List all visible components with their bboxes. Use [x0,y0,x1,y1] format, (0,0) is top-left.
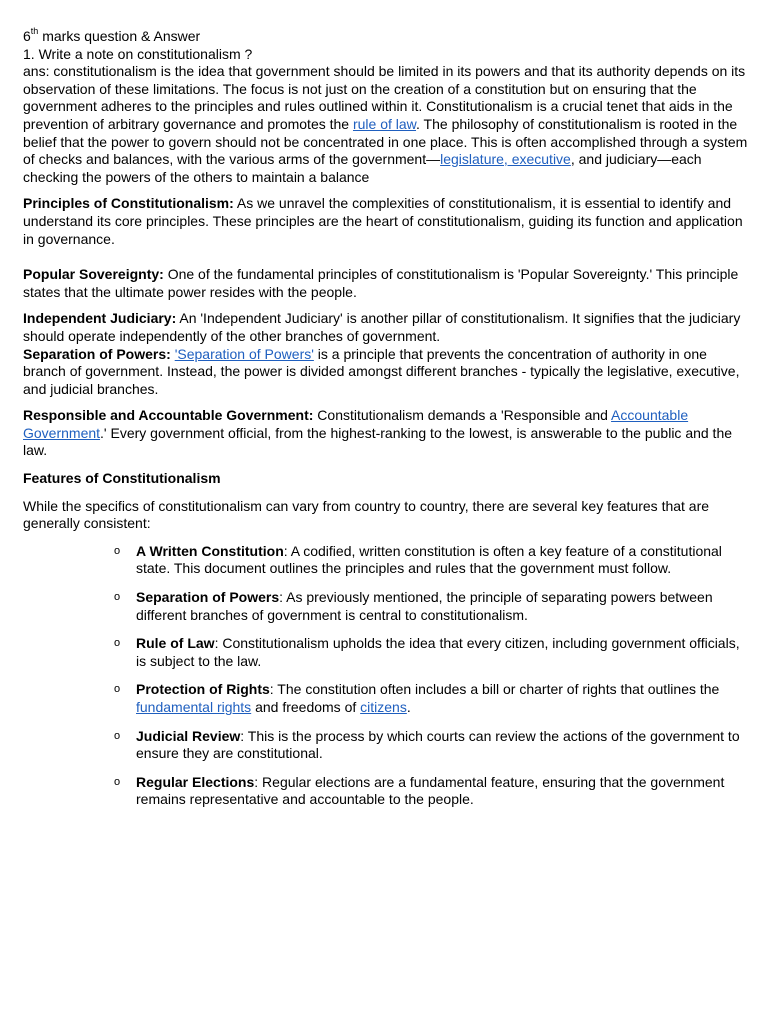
bullet-icon: o [114,591,121,604]
fundamental-rights-link[interactable]: fundamental rights [136,699,252,715]
bullet-icon: o [114,544,121,557]
popular-sovereignty-paragraph: Popular Sovereignty: One of the fundamental principles of constitutionalism is 'Popular Sovereignty.' This principle states that the ultimate power resides with the people. [23,266,739,300]
feature-title: Separation of Powers [136,589,280,606]
feature-title: Judicial Review [136,727,241,744]
independent-judiciary-label: Independent Judiciary: [23,310,177,327]
feature-item-regular-elections: o Regular Elections: Regular elections are a fundamental feature, ensuring that the government remains representative and accountable to the people. [114,773,725,808]
feature-item-separation-of-powers: o Separation of Powers: As previously mentioned, the principle of separating powers between different branches of government is central to constitutionalism. [114,589,713,623]
bullet-icon: o [114,729,121,742]
header-text: marks question & Answer [38,28,201,44]
feature-title: Protection of Rights [136,681,270,698]
header-number: 6 [23,28,31,44]
separation-of-powers-label: Separation of Powers: [23,345,171,362]
rule-of-law-link[interactable]: rule of law [352,115,417,132]
bullet-icon: o [114,775,121,788]
separation-of-powers-link[interactable]: 'Separation of Powers' [174,345,314,362]
features-heading: Features of Constitutionalism [23,470,221,487]
citizens-link[interactable]: citizens [360,699,407,715]
feature-item-protection-of-rights: o Protection of Rights: The constitution often includes a bill or charter of rights that outlines the fundamental rights and freedoms of citizens. [114,681,720,715]
independent-judiciary-paragraph: Independent Judiciary: An 'Independent Judiciary' is another pillar of constitutionalism. It signifies that the judiciary should operate independently of the other branches of government. [23,310,741,344]
header-superscript: th [30,26,39,37]
feature-title: A Written Constitution [136,542,284,559]
separation-of-powers-paragraph: Separation of Powers: 'Separation of Powers' is a principle that prevents the concentration of authority in one branch of government. Instead, the power is divided amongst different branches - typically the legislative, executive, and judicial branches. [23,345,740,397]
accountable-government-link[interactable]: Accountable Government [23,407,689,441]
bullet-icon: o [114,637,121,650]
feature-item-judicial-review: o Judicial Review: This is the process by which courts can review the actions of the government to ensure they are constitutional. [114,727,740,762]
answer-paragraph: ans: constitutionalism is the idea that government should be limited in its powers and that its authority depends on its observation of these limitations. The focus is not just on the creation of a constitution but on ensuring that the government adheres to the principles and rules outlined within it. Constitutionalism is a crucial tenet that aids in the prevention of arbitrary governance and promotes the rule of law. The philosophy of constitutionalism is rooted in the belief that the power to govern should not be concentrated in one place. This is often accomplished through a system of checks and balances, with the various arms of the government—legislature, executive, and judiciary—each checking the powers of the others to maintain a balance [23,63,748,185]
responsible-government-paragraph: Responsible and Accountable Government: Constitutionalism demands a 'Responsible and Accountable Government.' Every government official, from the highest-ranking to the lowest, is answerable to the public and the law. [23,407,733,459]
question-text: 1. Write a note on constitutionalism ? [23,45,253,62]
feature-title: Rule of Law [136,635,215,652]
document-body [23,28,751,820]
principles-intro-paragraph: Principles of Constitutionalism: As we unravel the complexities of constitutionalism, it is essential to identify and understand its core principles. These principles are the heart of constitutionalism, guiding its function and application in governance. [23,195,743,247]
legislature-executive-link[interactable]: legislature, executive [440,151,571,168]
feature-title: Regular Elections [136,773,255,790]
features-list [23,543,751,809]
bullet-icon: o [114,683,121,696]
feature-item-rule-of-law: o Rule of Law: Constitutionalism upholds the idea that every citizen, including government officials, is subject to the law. [114,635,740,669]
feature-item-written-constitution: o A Written Constitution: A codified, written constitution is often a key feature of a constitutional state. This document outlines the principles and rules that the government must follow. [114,542,722,577]
responsible-government-label: Responsible and Accountable Government: [23,407,314,424]
principles-label: Principles of Constitutionalism: [23,195,234,212]
features-intro-paragraph: While the specifics of constitutionalism can vary from country to country, there are several key features that are generally consistent: [23,497,710,532]
popular-sovereignty-label: Popular Sovereignty: [23,266,164,283]
document-header [23,28,751,46]
